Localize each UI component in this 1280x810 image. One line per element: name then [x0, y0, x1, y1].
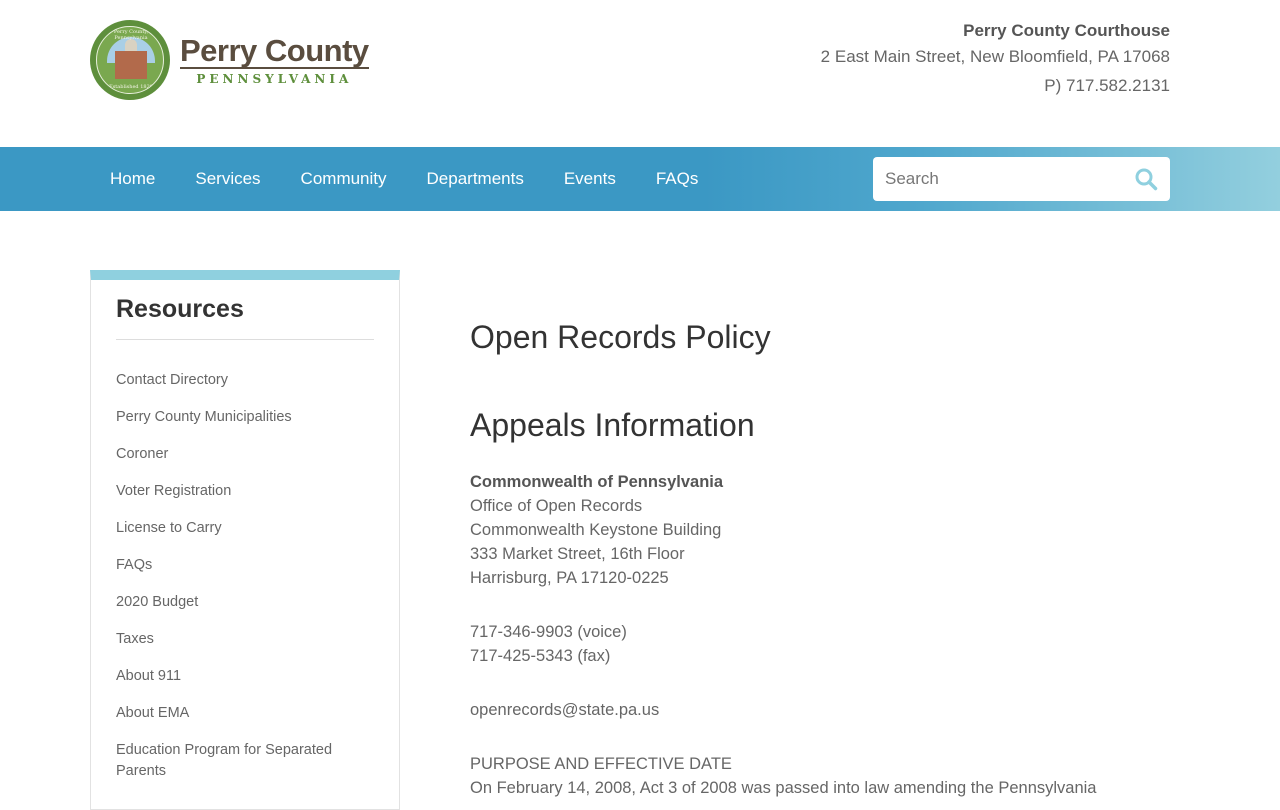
address-line: 333 Market Street, 16th Floor: [470, 545, 685, 563]
logo-subtitle: PENNSYLVANIA: [196, 71, 353, 86]
search-input[interactable]: [873, 157, 1123, 201]
sidebar-item-faqs[interactable]: FAQs: [116, 557, 153, 573]
address-line: Office of Open Records: [470, 497, 643, 515]
sidebar-item-budget[interactable]: 2020 Budget: [116, 594, 199, 610]
main-content: [470, 318, 1170, 800]
sidebar-item-taxes[interactable]: Taxes: [116, 631, 154, 647]
sidebar-item-coroner[interactable]: Coroner: [116, 446, 169, 462]
purpose-section: [470, 752, 1170, 800]
site-header: [0, 0, 1280, 147]
sidebar-title: Resources: [116, 295, 374, 340]
page-title: Open Records Policy: [470, 319, 771, 355]
nav-item-home[interactable]: Home: [110, 169, 156, 188]
sidebar-item-about-911[interactable]: About 911: [116, 668, 182, 684]
purpose-heading: PURPOSE AND EFFECTIVE DATE: [470, 755, 732, 773]
email-address[interactable]: openrecords@state.pa.us: [470, 701, 660, 719]
site-logo[interactable]: [90, 20, 369, 100]
section-heading: Appeals Information: [470, 407, 755, 443]
sidebar-item-about-ema[interactable]: About EMA: [116, 705, 190, 721]
county-seal-icon: Perry County, Pennsylvania Established 1820: [90, 20, 170, 100]
sidebar-item-license-to-carry[interactable]: License to Carry: [116, 520, 222, 536]
logo-title: Perry County: [180, 32, 369, 68]
nav-item-community[interactable]: Community: [300, 169, 387, 188]
contact-title: Perry County Courthouse: [963, 21, 1170, 40]
sidebar-item-contact-directory[interactable]: Contact Directory: [116, 372, 229, 388]
search-icon[interactable]: [1134, 167, 1158, 191]
nav-item-faqs[interactable]: FAQs: [655, 169, 699, 188]
contact-address: 2 East Main Street, New Bloomfield, PA 17068: [820, 47, 1170, 66]
purpose-text: On February 14, 2008, Act 3 of 2008 was passed into law amending the Pennsylvania: [470, 779, 1097, 797]
org-name: Commonwealth of Pennsylvania: [470, 473, 724, 491]
phone-numbers: [470, 620, 1170, 668]
sidebar-item-municipalities[interactable]: Perry County Municipalities: [116, 409, 292, 425]
search-box: [873, 157, 1170, 201]
sidebar-item-education-program[interactable]: Education Program for Separated Parents: [116, 742, 333, 779]
contact-info: [821, 20, 1170, 100]
nav-item-events[interactable]: Events: [563, 169, 616, 188]
nav-item-services[interactable]: Services: [195, 169, 261, 188]
sidebar-list: [116, 370, 376, 798]
appeals-address: [470, 470, 1170, 590]
sidebar-item-voter-registration[interactable]: Voter Registration: [116, 483, 232, 499]
resources-sidebar: [90, 270, 400, 810]
main-nav: [0, 147, 1280, 211]
contact-phone[interactable]: P) 717.582.2131: [1044, 76, 1170, 95]
fax-number: 717-425-5343 (fax): [470, 647, 611, 665]
nav-item-departments[interactable]: Departments: [426, 169, 524, 188]
address-line: Commonwealth Keystone Building: [470, 521, 722, 539]
voice-number: 717-346-9903 (voice): [470, 623, 627, 641]
address-line: Harrisburg, PA 17120-0225: [470, 569, 669, 587]
